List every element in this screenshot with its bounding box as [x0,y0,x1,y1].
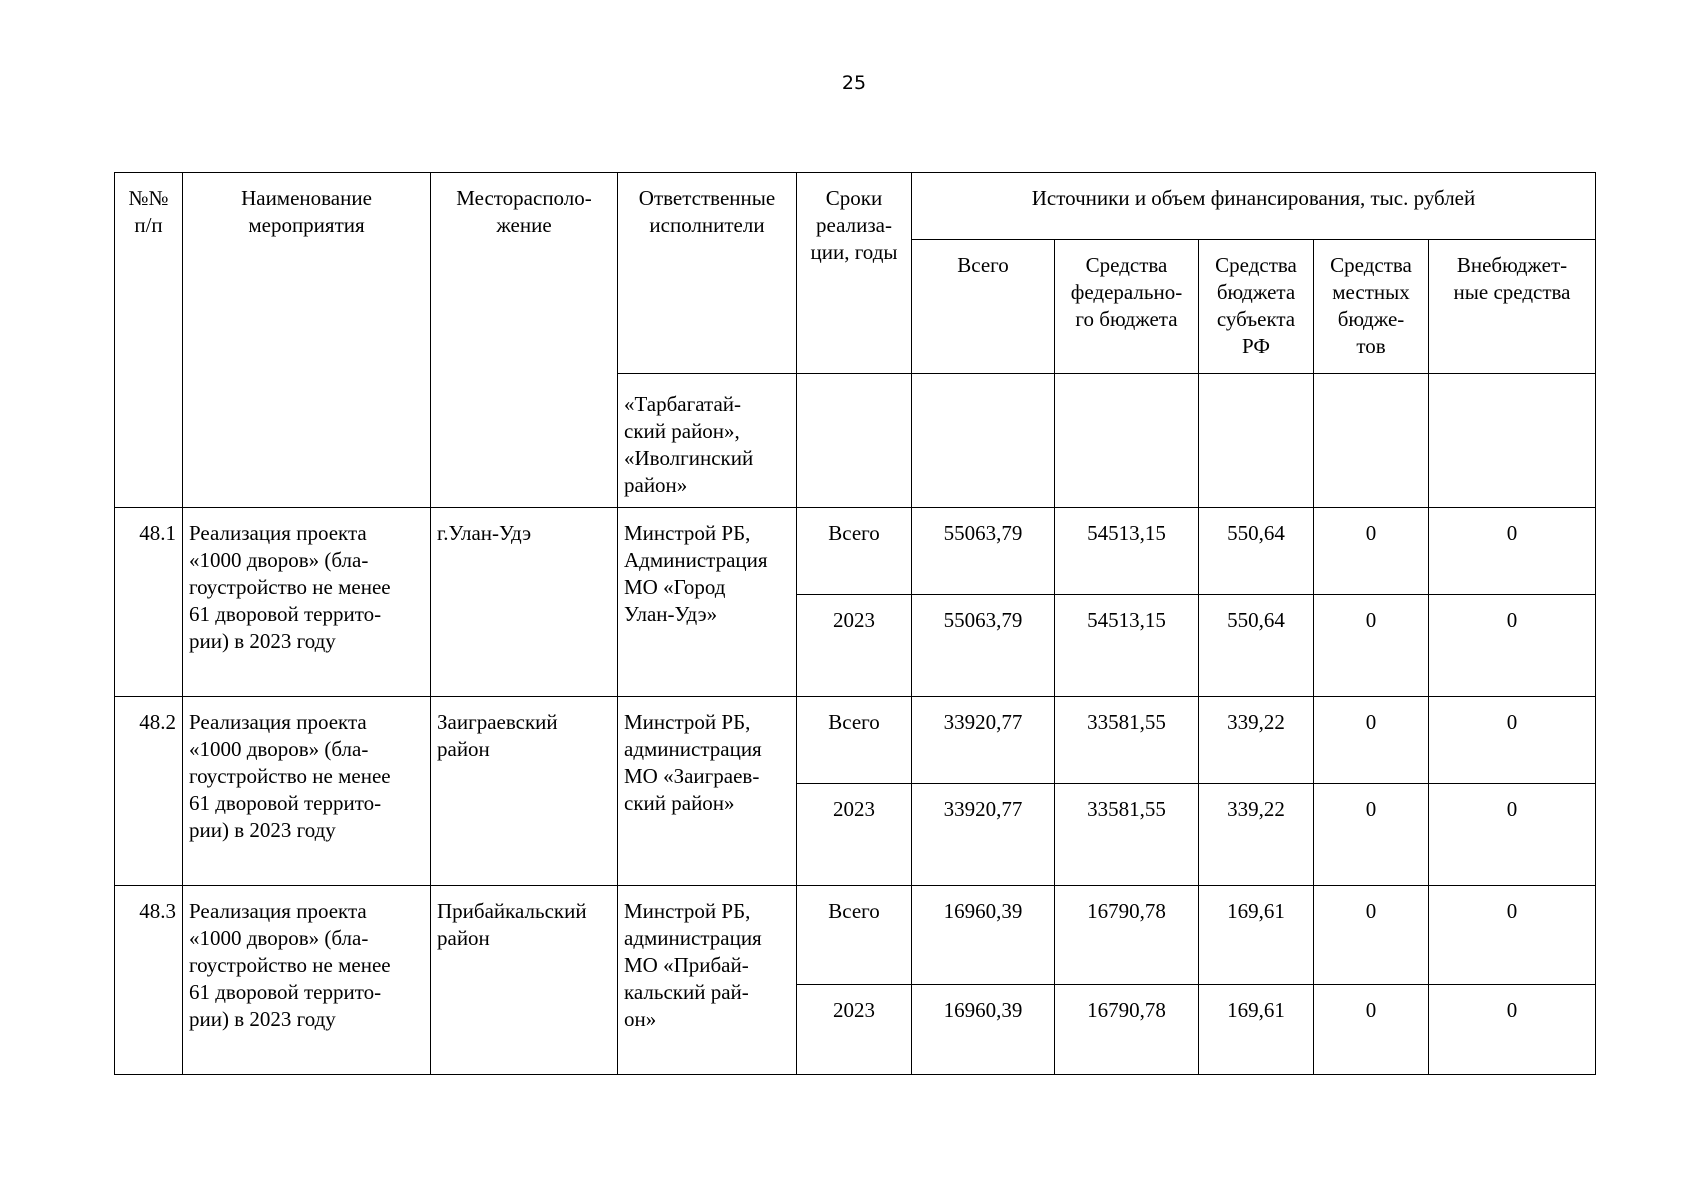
row-period: 2023 [797,985,912,1075]
row-federal: 16790,78 [1055,985,1199,1075]
row-local: 0 [1314,508,1429,595]
row-offbudget: 0 [1429,886,1596,985]
row-name [183,697,431,886]
row-total: 55063,79 [912,508,1055,595]
row-responsible [618,697,797,886]
row-num: 48.2 [115,697,183,886]
header-federal-label: Средства федерально- го бюджета [1070,253,1183,331]
row-total: 33920,77 [912,784,1055,886]
continuation-empty-offbudget [1429,374,1596,508]
row-period: Всего [797,886,912,985]
row-local: 0 [1314,697,1429,784]
row-offbudget: 0 [1429,697,1596,784]
row-name [183,886,431,1075]
row-period: Всего [797,508,912,595]
header-responsible-label: Ответственные исполнители [638,186,776,237]
header-total-label: Всего [957,253,1009,277]
row-location-text: г.Улан-Удэ [437,521,532,545]
financing-table [114,172,1596,1075]
header-subject-label: Средства бюджета субъекта РФ [1215,253,1297,358]
table-row [115,886,1596,985]
row-name-text: Реализация проекта «1000 дворов» (бла- гоустройство не менее 61 дворовой террито- рии) в 2023 году [189,710,391,842]
header-local-label: Средства местных бюдже- тов [1330,253,1412,358]
header-row [115,173,1596,240]
table-row [115,508,1596,595]
row-federal: 16790,78 [1055,886,1199,985]
header-name-label: Наименование мероприятия [241,186,372,237]
row-responsible-text: Минстрой РБ, администрация МО «Прибай- кальский рай- он» [624,899,762,1031]
row-subject: 339,22 [1199,784,1314,886]
continuation-empty-local [1314,374,1429,508]
row-period: Всего [797,697,912,784]
continuation-empty-subject [1199,374,1314,508]
header-funding [912,173,1596,240]
row-local: 0 [1314,985,1429,1075]
row-name-text: Реализация проекта «1000 дворов» (бла- гоустройство не менее 61 дворовой террито- рии) в 2023 году [189,521,391,653]
header-total [912,240,1055,374]
header-subject [1199,240,1314,374]
row-federal: 54513,15 [1055,595,1199,697]
row-location [431,697,618,886]
header-name [183,173,431,508]
table-row [115,697,1596,784]
row-responsible [618,886,797,1075]
row-offbudget: 0 [1429,595,1596,697]
row-federal: 54513,15 [1055,508,1199,595]
header-offbudget [1429,240,1596,374]
row-total: 16960,39 [912,985,1055,1075]
header-responsible [618,173,797,374]
row-local: 0 [1314,595,1429,697]
row-local: 0 [1314,784,1429,886]
header-period [797,173,912,374]
row-num: 48.3 [115,886,183,1075]
row-offbudget: 0 [1429,508,1596,595]
row-location-text: Прибайкальский район [437,899,587,950]
header-num [115,173,183,508]
row-location [431,886,618,1075]
header-location [431,173,618,508]
header-federal [1055,240,1199,374]
continuation-responsible [618,374,797,508]
row-responsible-text: Минстрой РБ, администрация МО «Заиграев- ский район» [624,710,762,815]
header-local [1314,240,1429,374]
continuation-responsible-text: «Тарбагатай- ский район», «Иволгинский район» [624,392,754,497]
row-period: 2023 [797,595,912,697]
row-federal: 33581,55 [1055,697,1199,784]
row-subject: 169,61 [1199,886,1314,985]
row-period: 2023 [797,784,912,886]
row-offbudget: 0 [1429,784,1596,886]
row-subject: 550,64 [1199,595,1314,697]
row-location-text: Заиграевский район [437,710,558,761]
row-name [183,508,431,697]
row-responsible-text: Минстрой РБ, Администрация МО «Город Улан-Удэ» [624,521,768,626]
continuation-empty-total [912,374,1055,508]
row-offbudget: 0 [1429,985,1596,1075]
header-offbudget-label: Внебюджет- ные средства [1453,253,1571,304]
row-total: 55063,79 [912,595,1055,697]
row-total: 16960,39 [912,886,1055,985]
page-number: 25 [841,72,867,94]
header-location-label: Месторасполо- жение [456,186,592,237]
row-subject: 550,64 [1199,508,1314,595]
row-local: 0 [1314,886,1429,985]
row-name-text: Реализация проекта «1000 дворов» (бла- гоустройство не менее 61 дворовой террито- рии) в 2023 году [189,899,391,1031]
continuation-empty-period [797,374,912,508]
header-funding-label: Источники и объем финансирования, тыс. рублей [1031,186,1476,210]
row-subject: 169,61 [1199,985,1314,1075]
row-num: 48.1 [115,508,183,697]
row-federal: 33581,55 [1055,784,1199,886]
row-subject: 339,22 [1199,697,1314,784]
header-num-label: №№ п/п [128,186,169,237]
row-responsible [618,508,797,697]
header-period-label: Сроки реализа- ции, годы [810,186,898,264]
row-location [431,508,618,697]
row-total: 33920,77 [912,697,1055,784]
continuation-empty-federal [1055,374,1199,508]
